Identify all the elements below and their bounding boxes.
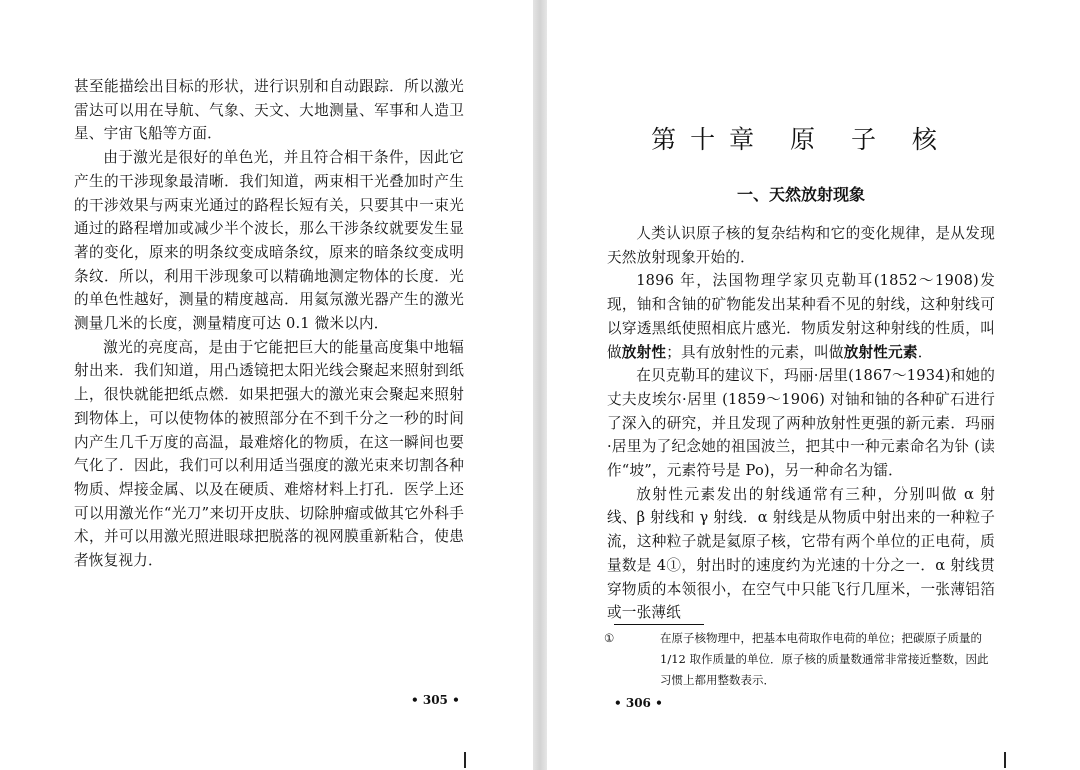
- term-radioactivity: 放射性: [621, 343, 667, 361]
- right-paragraph-2-text-cont: ；具有放射性的元素，叫做: [666, 343, 844, 361]
- left-paragraph-2: 由于激光是很好的单色光，并且符合相干条件，因此它产生的干涉现象最清晰．我们知道，两束相干光叠加时产生的干涉效果与两束光通过的路程长短有关，只要其中一束光通过的路程增加或减少半个波长，那么干涉条纹就要发生显著的变化，原来的明条纹变成暗条纹，原来的暗条纹变成明条纹．所以，利用干涉现象可以精确地测定物体的长度．光的单色性越好，测量的精度越高．用氦氖激光器产生的激光测量几米的长度，测量精度可达 0.1 微米以内．: [74, 149, 464, 333]
- right-paragraph-4: 放射性元素发出的射线通常有三种，分别叫做 α 射线、β 射线和 γ 射线．α 射线是从物质中射出来的一种粒子流，这种粒子就是氦原子核，它带有两个单位的正电荷，质量数是 4①，射出时的速度约为光速的十分之一．α 射线贯穿物质的本领很小，在空气中只能飞行几厘米，一张薄铝箔或一张薄纸: [607, 485, 995, 622]
- footnote-rule: [614, 624, 704, 625]
- right-paragraph-2: [607, 269, 995, 364]
- page-gutter: [533, 0, 547, 770]
- left-page-body: [74, 75, 464, 573]
- left-paragraph-1: 甚至能描绘出目标的形状，进行识别和自动跟踪．所以激光雷达可以用在导航、气象、天文、大地测量、军事和人造卫星、宇宙飞船等方面．: [74, 78, 464, 143]
- footnote-mark: ①: [604, 631, 615, 645]
- right-paragraph-1: 人类认识原子核的复杂结构和它的变化规律，是从发现天然放射现象开始的．: [607, 225, 995, 266]
- right-paragraph-2-end: ．: [917, 343, 933, 361]
- chapter-title: 第十章 原 子 核: [651, 125, 951, 154]
- right-paragraph-2-text: 1896 年，法国物理学家贝克勒耳(1852～1908)发现，铀和含铀的矿物能发出某种看不见的射线，这种射线可以穿透黑纸使照相底片感光．物质发射这种射线的性质，叫做: [607, 272, 995, 361]
- footnote: [604, 628, 998, 691]
- left-page-number: • 305 •: [411, 693, 460, 707]
- right-paragraph-3: 在贝克勒耳的建议下，玛丽·居里(1867～1934)和她的丈夫皮埃尔·居里 (1859～1906) 对铀和铀的各种矿石进行了深入的研究，并且发现了两种放射性更强的新元素．玛丽·居里为了纪念她的祖国波兰，把其中一种元素命名为钋 (读作“坡”，元素符号是 Po)，另一种命名为镭．: [607, 367, 995, 480]
- right-page-body: [607, 222, 995, 625]
- left-paragraph-3: 激光的亮度高，是由于它能把巨大的能量高度集中地辐射出来．我们知道，用凸透镜把太阳光线会聚起来照射到纸上，很快就能把纸点燃．如果把强大的激光束会聚起来照射到物体上，可以使物体的被照部分在不到千分之一秒的时间内产生几千万度的高温，最难熔化的物质，在这一瞬间也要气化了．因此，我们可以利用适当强度的激光束来切割各种物质、焊接金属、以及在硬质、难熔材料上打孔．医学上还可以用激光作“光刀”来切开皮肤、切除肿瘤或做其它外科手术，并可以用激光照进眼球把脱落的视网膜重新粘合，使患者恢复视力．: [74, 338, 464, 570]
- right-crop-mark: [1004, 752, 1006, 768]
- term-radioactive-element: 放射性元素: [843, 343, 918, 361]
- left-crop-mark: [464, 752, 466, 768]
- section-title: 一、天然放射现象: [736, 185, 865, 204]
- right-page-number: • 306 •: [614, 696, 663, 710]
- footnote-text: 在原子核物理中，把基本电荷取作电荷的单位；把碳原子质量的 1/12 取作质量的单位．原子核的质量数通常非常接近整数，因此习惯上都用整数表示．: [660, 631, 989, 687]
